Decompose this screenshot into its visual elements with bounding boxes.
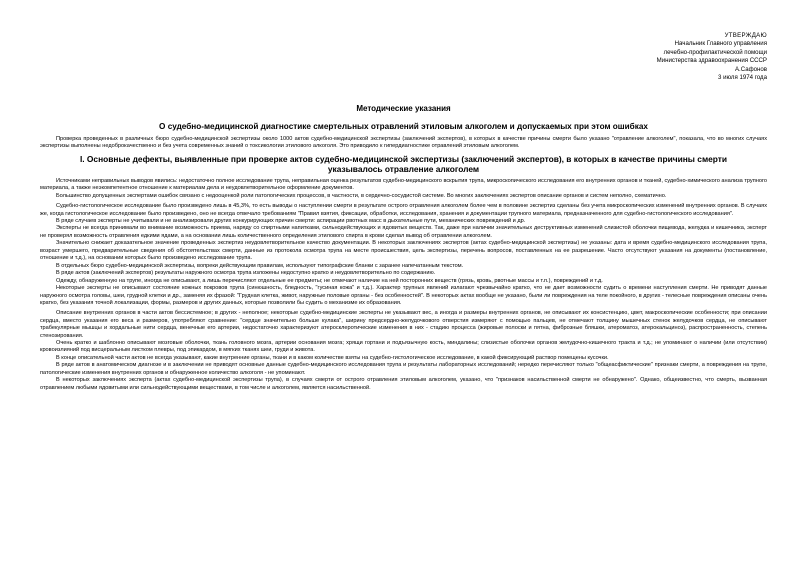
intro-paragraph: Проверка проведенных в различных бюро судебно-медицинской экспертизы около 1000 актов судебно-медицинской экспертизы (заключений экспертов), в которых в качестве причины смерти было указано "отравление алкоголем", показала, что во многих случаях экспертизы выполнены недоброкачественно и без учета современных знаний о токсикологии этилового алкоголя. Это приводило к гипердиагностике отравлений этиловым алкоголем. [40, 136, 767, 150]
paragraph: В ряде актов в анатомическом диагнозе и в заключении не приводят основные данные судебно-медицинского исследования трупа и результаты лабораторных исследований; нередко перечисляют только "общеасфиктические" признаки смерти, а повреждения на трупе, патологические изменения внутренних органов и обнаруженное количество алкоголя - не упоминают. [40, 362, 767, 376]
paragraph: Большинство допущенных экспертами ошибок связано с недооценкой роли патологических процессов, в частности, в сердечно-сосудистой системе. Во многих заключениях экспертов описание органов и систем неполно, схематично. [56, 192, 667, 199]
section-title: I. Основные дефекты, выявленные при проверке актов судебно-медицинской экспертизы (заключений экспертов), в которых в качестве причины смерти указывалось отравление алкоголем [79, 153, 728, 174]
paragraph: Значительно снижает доказательное значение проведенных экспертиз неудовлетворительное качество документации. В некоторых заключениях экспертов (актах судебно-медицинской экспертизы) не указаны: дата и время судебно-медицинского исследования трупа, возраст умершего, предварительные сведения об обстоятельствах смерти, данные из протокола осмотра трупа на месте происшествия, цель экспертизы, перечень вопросов, поставленных на ее разрешение. Часто отсутствуют указания на документы (постановление, отношение и т.д.), на основании которых было произведено исследование трупа. [40, 240, 767, 262]
document-subheading: О судебно-медицинской диагностике смертельных отравлений этиловым алкоголем и допускаемых при этом ошибках [159, 122, 648, 131]
paragraph: В ряде актов (заключений экспертов) результаты наружного осмотра трупа изложены недоступно кратко и неудовлетворительно по содержанию. [56, 270, 436, 277]
paragraph: Одежду, обнаруженную на трупе, иногда не описывают, а лишь перечисляют отдельные ее предметы; не отмечают наличие на ней посторонних веществ (грязь, кровь, рвотные массы и т.п.), повреждений и т.д. [56, 277, 603, 284]
approval-signatory: А.Сафонов [734, 65, 767, 73]
document-heading: Методические указания [356, 104, 451, 113]
document-body [40, 136, 767, 392]
approval-date: 3 июля 1974 года [717, 74, 767, 82]
paragraph: В отдельных бюро судебно-медицинской экспертизы, вопреки действующим правилам, используют типографские бланки с заранее напечатанным текстом. [56, 262, 464, 269]
approval-department: лечебно-профилактической помощи [663, 48, 767, 56]
paragraph: Эксперты не всегда принимали во внимание возможность приема, наряду со спиртными напитками, сильнодействующих и ядовитых веществ. Так, даже при наличии значительных деструктивных изменений слизистой оболочки пищевода, желудка и кишечника, эксперт не проверял возможность отравления едкими ядами, а на основании лишь количественного определения этилового спирта в крови сделал вывод об отравлении алкоголем. [40, 225, 767, 239]
approval-position: Начальник Главного управления [674, 40, 767, 48]
paragraph: В некоторых заключениях эксперта (актах судебно-медицинской экспертизы трупа), в случаях смерти от острого отравления этиловым алкоголем, указано, что "признаков насильственной смерти не обнаружено". Однако, общеизвестно, что смерть, вызванная отравлением любыми ядовитыми или сильнодействующими веществами, в том числе и алкоголем, является насильственной. [40, 377, 767, 391]
paragraph: Источниками неправильных выводов явились: недостаточно полное исследование трупа, неправильная оценка результатов судебно-медицинского вскрытия трупа, микроскопического исследования его внутренних органов и тканей, судебно-химического анализа трупного материала, а также неэкомпетентное отношение к материалам дела и неудовлетворительное оформление документов. [40, 177, 767, 192]
approval-block [657, 32, 767, 82]
paragraph: Описание внутренних органов в части актов бессистемное; в других - неполное; некоторые судебно-медицинские эксперты не указывают вес, а иногда и размеры внутренних органов, не описывают их консистенцию, цвет, макроскопические особенности; при описании сердца, вместо указания его веса и размеров, употребляют сравнение: "сердце значительно больше кулака", ширину предсердно-желудочкового отверстия измеряют с помощью пальцев, не отмечают толщину мышечных стенок желудочков сердца, не описывают трабекулярные мышцы и хордальные нити сердца, венечные его артерии, недостаточно характеризуют атеросклеротические изменения в них - стадию процесса (жировые полоски и пятна, фиброзные бляшки, атероматоз, атерокальциноз), распространенность, степень стенозирования. [40, 310, 767, 339]
paragraph: Судебно-гистологическое исследование было произведено лишь в 45,3%, то есть выводы о наступлении смерти в результате острого отравления алкоголем более чем в половине экспертиз сделаны без учета микроскопических изменений внутренних органов. В случаях же, когда гистологическое исследование было произведено, оно не всегда отвечало требованиям "Правил взятия, фиксации, обработки, исследования, хранения и документации трупного материала, предназначенного для судебно-гистологического исследования". [40, 203, 767, 217]
paragraph: В ряде случаев эксперты не учитывали и не анализировали других конкурирующих причин смерти: аспирации рвотных масс в дыхательные пути, механических повреждений и др. [56, 217, 526, 224]
approval-ministry: Министерства здравоохранения СССР [656, 57, 767, 65]
paragraph: Очень кратко и шаблонно описывают мозговые оболочки, ткань головного мозга, артерии основания мозга; хрящи гортани и подъязычную кость, миндалины; слизистые оболочки органов желудочно-кишечного тракта и т.д.; не упоминают о наличии (или отсутствии) кровоизлияний под висцеральным листком плевры, под эпикардом, в мягких тканях шеи, груди и живота. [40, 340, 767, 354]
approval-title: УТВЕРЖДАЮ [724, 32, 767, 39]
paragraph: В конце описательной части актов не всегда указывают, какие внутренние органы, ткани и в каком количестве взяты на судебно-гистологическое исследование, в какой фиксирующий раствор помещены кусочки. [56, 354, 609, 361]
paragraph: Некоторые эксперты не описывают состояние кожных покровов трупа (синюшность, бледность, "гусиная кожа" и т.д.). Характер трупных явлений излагают чрезвычайно кратко, что не дает возможности судить о времени наступления смерти. Не приводят данные наружного осмотра головы, шеи, грудной клетки и др., заменяя их фразой: "Грудная клетка, живот, наружные половые органы - без особенностей". В некоторых актах вообще не указано, были ли повреждения на теле покойного, в других - телесные повреждения описаны очень кратко, без указания точной локализации, формы, размеров и других данных, которые позволили бы судить о механизме их образования. [40, 285, 767, 306]
